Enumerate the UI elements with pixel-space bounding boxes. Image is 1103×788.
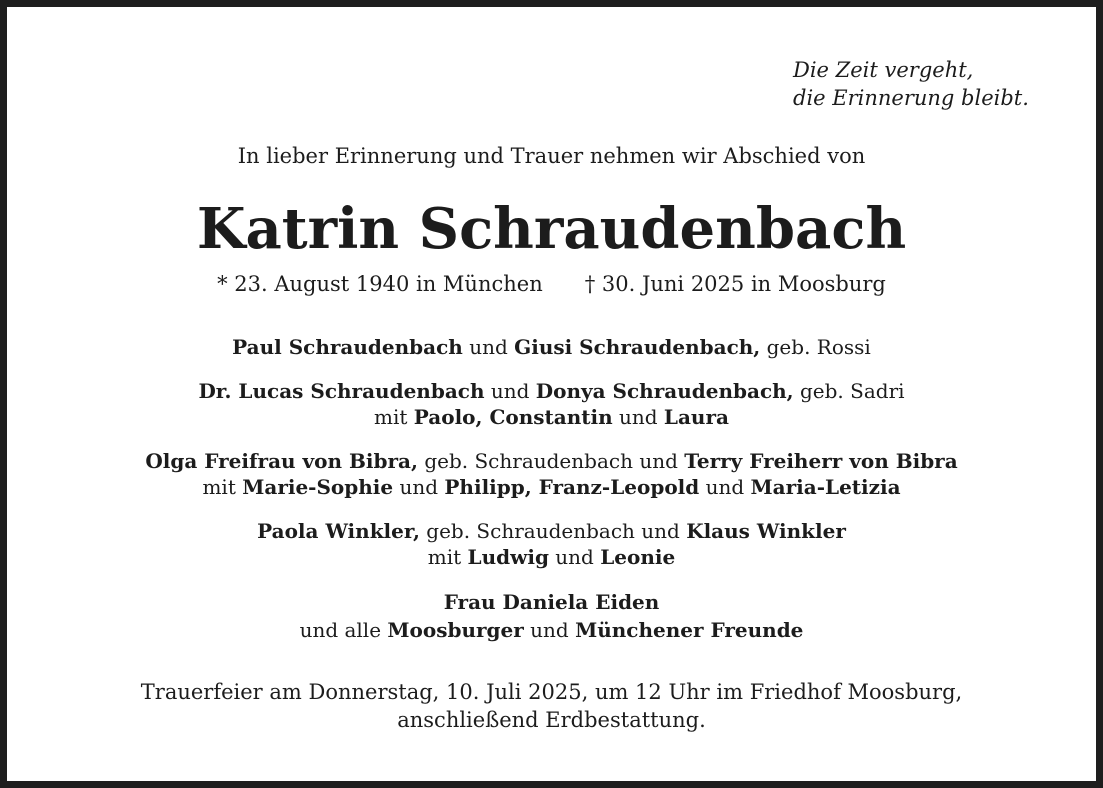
- mourner-name: Paolo, Constantin: [413, 405, 613, 429]
- mourner-name: Olga Freifrau von Bibra,: [145, 449, 418, 473]
- mourner-name: Giusi Schraudenbach,: [514, 335, 761, 359]
- connector-text: geb. Sadri: [793, 379, 905, 403]
- connector-text: mit: [202, 475, 243, 499]
- mourner-name: Leonie: [600, 545, 676, 569]
- mourner-name: Marie-Sophie: [242, 475, 394, 499]
- intro-text: In lieber Erinnerung und Trauer nehmen wir Abschied von: [237, 144, 866, 168]
- funeral-info-line-1: Trauerfeier am Donnerstag, 10. Juli 2025, um 12 Uhr im Friedhof Moosburg,: [140, 680, 963, 704]
- mourner-name: Frau Daniela Eiden: [443, 590, 660, 614]
- connector-text: und: [393, 475, 445, 499]
- family-line-4: [0, 518, 1103, 544]
- mourner-name: Paola Winkler,: [257, 519, 420, 543]
- family-line-5: [0, 589, 1103, 615]
- connector-text: und: [612, 405, 664, 429]
- connector-text: geb. Schraudenbach und: [419, 519, 687, 543]
- connector-text: und: [484, 379, 536, 403]
- mourner-name: Paul Schraudenbach: [232, 335, 463, 359]
- connector-text: mit: [427, 545, 468, 569]
- family-line-1: [0, 334, 1103, 360]
- life-dates: [0, 270, 1103, 298]
- deceased-name: Katrin Schraudenbach: [196, 196, 907, 262]
- friends-line: [0, 617, 1103, 643]
- mourner-name: Klaus Winkler: [686, 519, 846, 543]
- death-date: † 30. Juni 2025 in Moosburg: [584, 272, 886, 296]
- connector-text: und: [699, 475, 751, 499]
- mourner-name: Moosburger: [387, 618, 524, 642]
- quote-line-1: Die Zeit vergeht,: [793, 58, 974, 82]
- mourner-name: Ludwig: [467, 545, 549, 569]
- family-line-2-children: [0, 404, 1103, 430]
- family-line-4-children: [0, 544, 1103, 570]
- connector-text: geb. Rossi: [760, 335, 871, 359]
- mourner-name: Terry Freiherr von Bibra: [684, 449, 958, 473]
- mourner-name: Philipp, Franz-Leopold: [444, 475, 700, 499]
- family-line-3-children: [0, 474, 1103, 500]
- connector-text: mit: [374, 405, 414, 429]
- quote: [793, 56, 1029, 112]
- mourner-name: Laura: [663, 405, 729, 429]
- family-line-3: [0, 448, 1103, 474]
- connector-text: und: [462, 335, 515, 359]
- mourner-name: Maria-Letizia: [750, 475, 901, 499]
- quote-line-2: die Erinnerung bleibt.: [793, 86, 1029, 110]
- mourner-name: Dr. Lucas Schraudenbach: [198, 379, 485, 403]
- connector-text: und: [523, 618, 576, 642]
- connector-text: und alle: [299, 618, 388, 642]
- mourner-name: Donya Schraudenbach,: [535, 379, 794, 403]
- birth-date: * 23. August 1940 in München: [217, 272, 543, 296]
- connector-text: geb. Schraudenbach und: [417, 449, 685, 473]
- mourner-name: Münchener Freunde: [575, 618, 804, 642]
- family-line-2: [0, 378, 1103, 404]
- connector-text: und: [548, 545, 601, 569]
- funeral-info-line-2: anschließend Erdbestattung.: [397, 708, 706, 732]
